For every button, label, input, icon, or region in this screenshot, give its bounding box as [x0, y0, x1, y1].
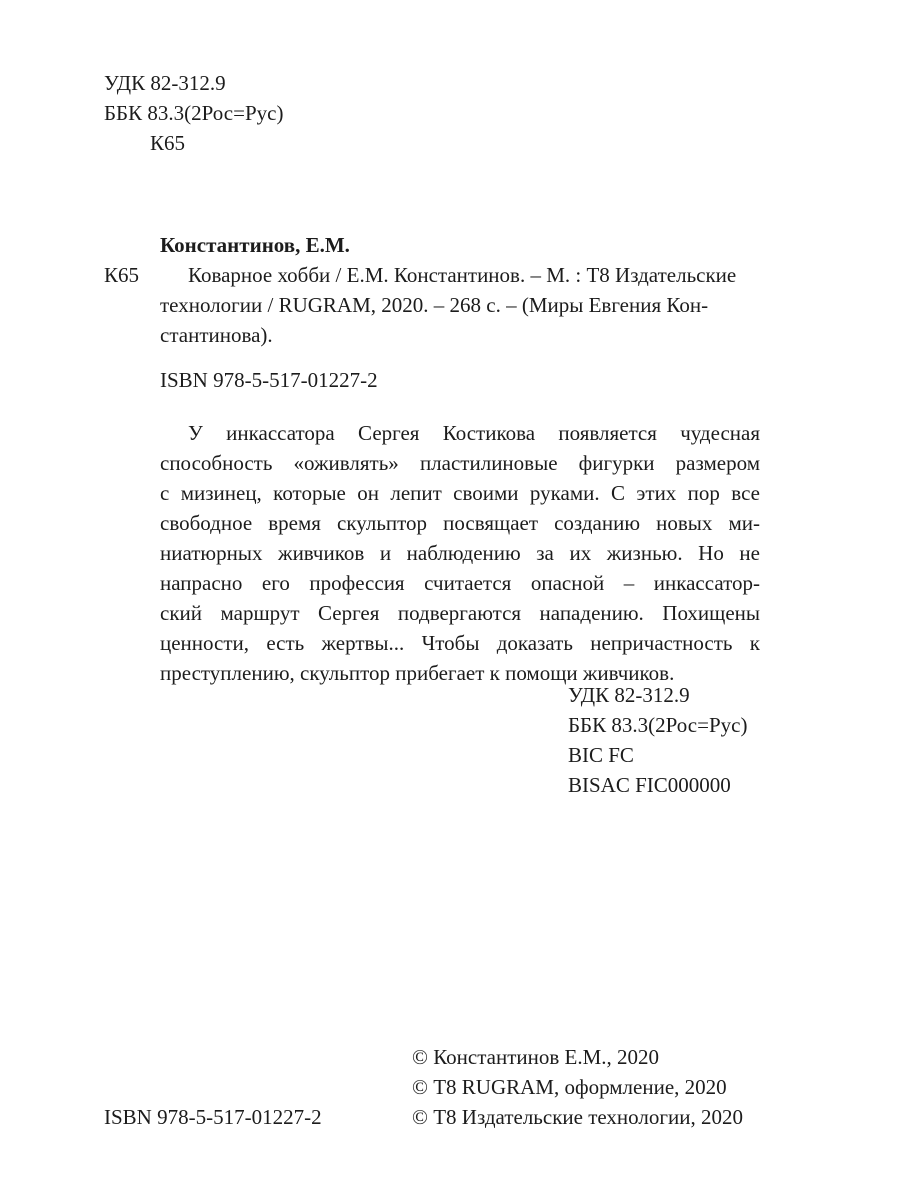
isbn-footer: ISBN 978-5-517-01227-2 [104, 1105, 322, 1129]
annotation-line: ский маршрут Сергея подвергаются нападению. Похищены [160, 601, 760, 625]
biblio-line: Коварное хобби / Е.М. Константинов. – М. : Т8 Издательские [188, 263, 737, 287]
top-classification-block [104, 68, 283, 158]
udk-code: УДК 82-312.9 [104, 71, 226, 95]
copyright-line: © Константинов Е.М., 2020 [412, 1045, 660, 1069]
copyright-block [412, 1042, 743, 1132]
annotation-line: ниатюрных живчиков и наблюдению за их жизнью. Но не [160, 541, 760, 565]
isbn-entry: ISBN 978-5-517-01227-2 [160, 368, 378, 392]
biblio-line: стантинова). [160, 323, 273, 347]
author-heading: Константинов, Е.М. [160, 233, 350, 257]
right-classification-block [568, 680, 747, 800]
annotation-line: с мизинец, которые он лепит своими руками. С этих пор все [160, 481, 760, 505]
annotation-paragraph [160, 418, 760, 688]
biblio-line: технологии / RUGRAM, 2020. – 268 с. – (Миры Евгения Кон- [160, 293, 709, 317]
annotation-line: свободное время скульптор посвящает созданию новых ми- [160, 511, 760, 535]
annotation-line: преступлению, скульптор прибегает к помощи живчиков. [160, 661, 675, 685]
copyright-line: © Т8 Издательские технологии, 2020 [412, 1105, 743, 1129]
bbk-code: ББК 83.3(2Рос=Рус) [104, 101, 284, 125]
udk-code: УДК 82-312.9 [568, 683, 690, 707]
author-mark-margin: К65 [104, 263, 140, 287]
bic-code: BIC FC [568, 743, 634, 767]
annotation-line: способность «оживлять» пластилиновые фигурки размером [160, 451, 760, 475]
bisac-code: BISAC FIC000000 [568, 773, 731, 797]
copyright-line: © Т8 RUGRAM, оформление, 2020 [412, 1075, 727, 1099]
author-mark: К65 [150, 131, 186, 155]
annotation-line: ценности, есть жертвы... Чтобы доказать непричастность к [160, 631, 760, 655]
annotation-line: У инкассатора Сергея Костикова появляется чудесная [188, 421, 760, 445]
annotation-line: напрасно его профессия считается опасной – инкассатор- [160, 571, 760, 595]
bibliographic-description [160, 260, 760, 350]
bbk-code: ББК 83.3(2Рос=Рус) [568, 713, 748, 737]
